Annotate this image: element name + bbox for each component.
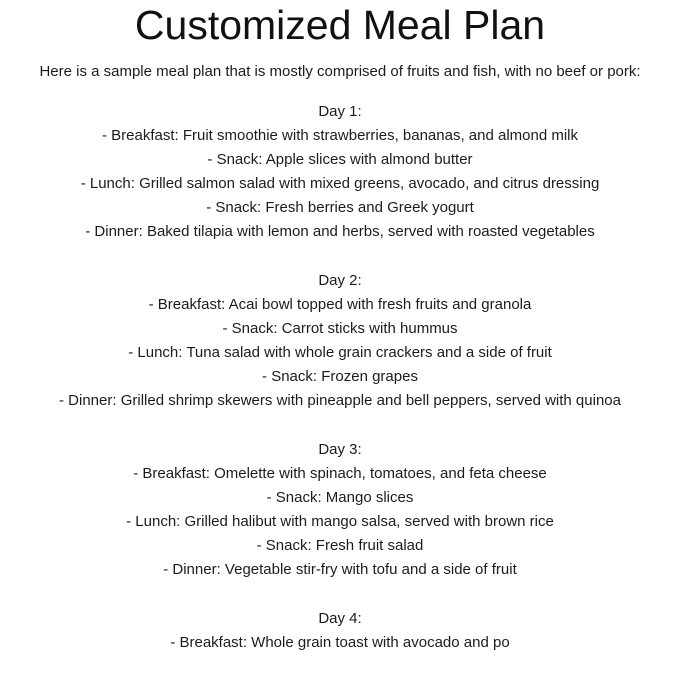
day-1-snack-1: - Snack: Apple slices with almond butter bbox=[207, 151, 473, 168]
day-1-breakfast: - Breakfast: Fruit smoothie with strawberries, bananas, and almond milk bbox=[101, 127, 579, 144]
day-4-heading: Day 4: bbox=[318, 610, 362, 627]
day-1-lunch: - Lunch: Grilled salmon salad with mixed greens, avocado, and citrus dressing bbox=[80, 175, 600, 192]
day-1-dinner: - Dinner: Baked tilapia with lemon and herbs, served with roasted vegetables bbox=[85, 223, 595, 240]
day-1-snack-2: - Snack: Fresh berries and Greek yogurt bbox=[206, 199, 474, 216]
day-4-section bbox=[0, 607, 680, 655]
day-3-snack-1: - Snack: Mango slices bbox=[266, 489, 414, 506]
day-4-breakfast: - Breakfast: Whole grain toast with avocado and po bbox=[170, 634, 510, 651]
day-2-dinner: - Dinner: Grilled shrimp skewers with pineapple and bell peppers, served with quinoa bbox=[59, 392, 621, 409]
day-1-section bbox=[0, 100, 680, 244]
page-title: Customized Meal Plan bbox=[134, 2, 546, 48]
day-2-snack-1: - Snack: Carrot sticks with hummus bbox=[222, 320, 458, 337]
day-2-breakfast: - Breakfast: Acai bowl topped with fresh fruits and granola bbox=[148, 296, 532, 313]
day-1-heading: Day 1: bbox=[318, 103, 362, 120]
intro-text: Here is a sample meal plan that is mostly comprised of fruits and fish, with no beef or pork: bbox=[39, 63, 641, 80]
day-3-lunch: - Lunch: Grilled halibut with mango salsa, served with brown rice bbox=[126, 513, 554, 530]
day-2-section bbox=[0, 269, 680, 413]
day-2-heading: Day 2: bbox=[318, 272, 362, 289]
day-3-breakfast: - Breakfast: Omelette with spinach, tomatoes, and feta cheese bbox=[133, 465, 547, 482]
day-2-lunch: - Lunch: Tuna salad with whole grain crackers and a side of fruit bbox=[128, 344, 552, 361]
day-2-snack-2: - Snack: Frozen grapes bbox=[262, 368, 418, 385]
day-3-snack-2: - Snack: Fresh fruit salad bbox=[256, 537, 424, 554]
day-3-section bbox=[0, 438, 680, 582]
day-3-dinner: - Dinner: Vegetable stir-fry with tofu and a side of fruit bbox=[163, 561, 517, 578]
day-3-heading: Day 3: bbox=[318, 441, 362, 458]
